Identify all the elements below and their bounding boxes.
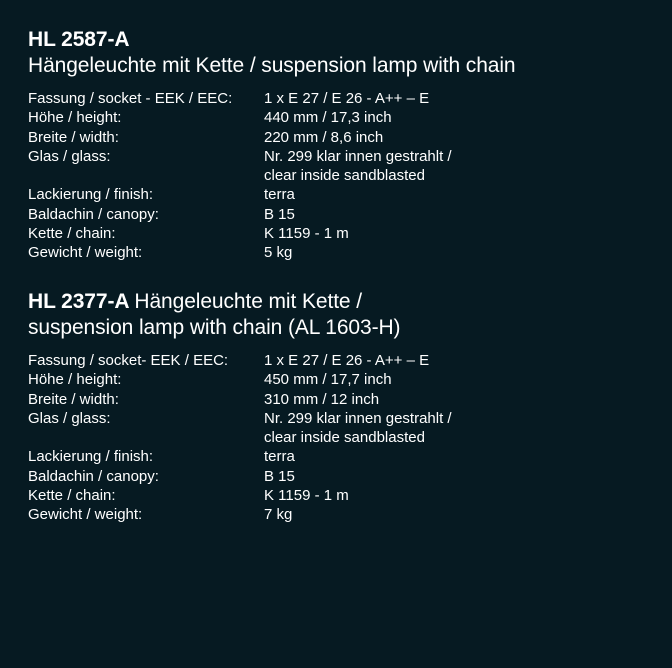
spec-row-chain <box>28 224 658 243</box>
spec-table <box>28 89 658 263</box>
spec-value-line: 310 mm / 12 inch <box>264 390 380 408</box>
spec-value-line: 5 kg <box>264 244 293 262</box>
spec-value <box>264 409 658 448</box>
spec-row-finish <box>28 185 658 204</box>
spec-label: Höhe / height: <box>28 371 122 389</box>
spec-row-weight <box>28 243 658 262</box>
spec-value <box>264 447 658 466</box>
spec-row-weight <box>28 505 658 524</box>
spec-value-line: 440 mm / 17,3 inch <box>264 109 392 127</box>
spec-value-line: K 1159 - 1 m <box>264 487 349 505</box>
spec-value-line: terra <box>264 186 295 204</box>
spec-label: Höhe / height: <box>28 109 122 127</box>
spec-value <box>264 351 658 370</box>
spec-value <box>264 147 658 186</box>
spec-label: Kette / chain: <box>28 225 116 243</box>
product-title-line-2: suspension lamp with chain (AL 1603-H) <box>28 316 401 339</box>
spec-value-line: Nr. 299 klar innen gestrahlt / <box>264 409 452 427</box>
spec-label: Baldachin / canopy: <box>28 205 159 223</box>
spec-value-line: 1 x E 27 / E 26 - A++ – E <box>264 90 430 107</box>
spec-value-line: clear inside sandblasted <box>264 167 425 185</box>
spec-row-finish <box>28 447 658 466</box>
spec-row-socket <box>28 89 658 108</box>
spec-label: Baldachin / canopy: <box>28 467 159 485</box>
spec-label: Glas / glass: <box>28 147 111 165</box>
product-hl-2377-a <box>28 289 658 525</box>
product-code: HL 2587-A <box>28 28 130 51</box>
spec-row-chain <box>28 486 658 505</box>
product-heading <box>28 289 658 341</box>
spec-value <box>264 89 658 108</box>
spec-label: Breite / width: <box>28 390 119 408</box>
spec-value-line: 450 mm / 17,7 inch <box>264 371 392 389</box>
spec-label: Glas / glass: <box>28 409 111 427</box>
spec-row-width <box>28 390 658 409</box>
spec-value <box>264 370 658 389</box>
spec-value <box>264 108 658 127</box>
spec-label: Gewicht / weight: <box>28 244 143 262</box>
spec-row-canopy <box>28 205 658 224</box>
spec-label: Gewicht / weight: <box>28 506 143 524</box>
spec-value <box>264 467 658 486</box>
spec-label: Fassung / socket- EEK / EEC: <box>28 352 229 369</box>
spec-row-height <box>28 370 658 389</box>
product-title-line-1: Hängeleuchte mit Kette / <box>134 290 362 313</box>
spec-value <box>264 185 658 204</box>
spec-value <box>264 224 658 243</box>
spec-table <box>28 351 658 525</box>
spec-label: Lackierung / finish: <box>28 186 154 204</box>
spec-label: Fassung / socket - EEK / EEC: <box>28 90 233 107</box>
spec-value <box>264 128 658 147</box>
spec-value <box>264 243 658 262</box>
spec-value <box>264 205 658 224</box>
product-heading-line-1 <box>28 289 658 315</box>
spec-label: Lackierung / finish: <box>28 448 154 466</box>
spec-value-line: Nr. 299 klar innen gestrahlt / <box>264 147 452 165</box>
spec-row-height <box>28 108 658 127</box>
product-title: Hängeleuchte mit Kette / suspension lamp with chain <box>28 54 516 77</box>
spec-value-line: 220 mm / 8,6 inch <box>264 128 384 146</box>
product-hl-2587-a <box>28 27 658 263</box>
spec-value-line: B 15 <box>264 205 295 223</box>
spec-row-glass <box>28 409 658 448</box>
spec-row-canopy <box>28 467 658 486</box>
spec-value-line: 7 kg <box>264 506 293 524</box>
spec-value <box>264 390 658 409</box>
spec-row-width <box>28 128 658 147</box>
product-code-line <box>28 27 658 53</box>
product-heading <box>28 27 658 79</box>
product-code: HL 2377-A <box>28 290 129 313</box>
spec-row-glass <box>28 147 658 186</box>
spec-value-line: K 1159 - 1 m <box>264 225 349 243</box>
spec-value <box>264 505 658 524</box>
spec-value-line: clear inside sandblasted <box>264 429 425 447</box>
spec-value <box>264 486 658 505</box>
spec-label: Kette / chain: <box>28 487 116 505</box>
spec-label: Breite / width: <box>28 128 119 146</box>
spec-value-line: terra <box>264 448 295 466</box>
spec-value-line: B 15 <box>264 467 295 485</box>
spec-row-socket <box>28 351 658 370</box>
spec-value-line: 1 x E 27 / E 26 - A++ – E <box>264 352 430 369</box>
